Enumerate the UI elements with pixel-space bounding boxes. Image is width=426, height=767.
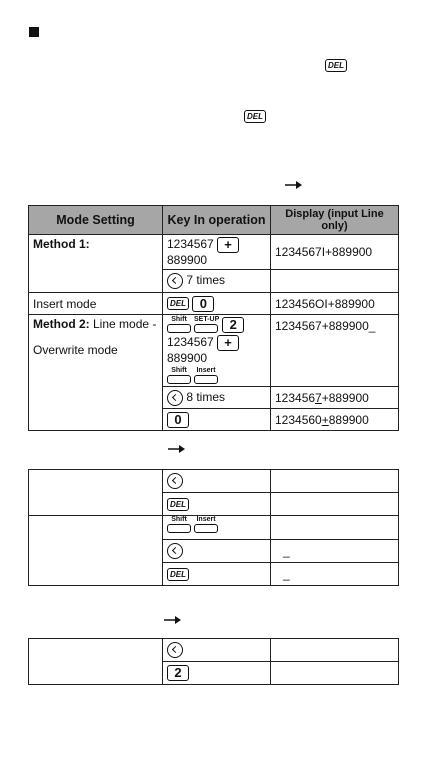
method2-label: Method 2: [33,317,90,331]
left-arrow-key-icon [167,642,183,658]
shift-key-icon [167,316,191,333]
method1-label: Method 1: [33,237,90,251]
shift-label: Shift [171,367,187,374]
display-cell: 123456OI+889900 [271,293,399,315]
display-cursor-char: + [321,412,329,427]
label-cell [29,639,163,685]
key-cell [163,387,271,409]
times-text: 7 times [186,273,226,288]
zero-key-icon: 0 [192,296,214,312]
two-key-icon: 2 [167,665,189,681]
shift-key-icon [167,516,191,533]
key-cell [163,235,271,270]
display-cell: _ [271,563,399,586]
del-key-icon: DEL [244,110,266,123]
shift-key-icon [167,367,191,384]
display-part: 889900 [328,412,369,427]
example-table-2 [28,469,399,586]
mode-setting-table [28,205,399,431]
key-cell [163,293,271,315]
display-part: +889900 [321,390,369,405]
insert-label: Insert [196,367,216,374]
display-cell [271,470,399,493]
header-mode-setting: Mode Setting [29,206,163,235]
del-key-icon: DEL [167,568,189,581]
header-display: Display (input Line only) [271,206,399,235]
display-part: 123456 [275,390,316,405]
left-arrow-key-icon [167,473,183,489]
insert-mode-cell: Insert mode [29,293,163,315]
number-text: 1234567 [167,237,214,252]
key-cell [163,270,271,293]
times-text: 8 times [186,389,226,404]
label-cell [29,470,163,516]
display-cell [271,387,399,409]
shift-label: Shift [171,516,187,523]
display-part: 1234560 [275,412,322,427]
plus-key-icon: + [217,335,239,351]
display-cursor-char: 7 [315,390,322,405]
number-text: 1234567 [167,335,214,350]
display-cell [271,662,399,685]
number-text: 889900 [167,351,208,365]
example-table-3 [28,638,399,685]
del-key-icon: DEL [167,498,189,511]
display-cell [271,409,399,431]
left-arrow-key-icon [167,543,183,559]
key-cell [163,493,271,516]
insert-key-icon [194,367,218,384]
overwrite-mode-text: Overwrite mode [33,343,118,357]
header-key-in: Key In operation [163,206,271,235]
right-arrow-icon [285,180,302,190]
del-key-icon: DEL [325,59,347,72]
key-cell [163,540,271,563]
shift-label: Shift [171,316,187,323]
two-key-icon: 2 [222,317,244,333]
label-cell [29,516,163,586]
left-arrow-key-icon [167,390,183,406]
setup-label: SET-UP [194,316,220,323]
method2-suffix: Line mode - [89,317,157,331]
key-cell [163,315,271,387]
key-cell [163,409,271,431]
display-cell [271,516,399,540]
method2-cell [29,315,163,431]
method1-cell [29,235,163,293]
number-text: 889900 [167,253,208,267]
del-key-icon: DEL [167,297,189,310]
key-cell [163,470,271,493]
key-cell [163,563,271,586]
left-arrow-key-icon [167,273,183,289]
right-arrow-icon [164,615,181,625]
display-cell: 1234567I+889900 [271,235,399,270]
insert-label: Insert [196,516,216,523]
key-cell [163,639,271,662]
key-cell [163,662,271,685]
display-cell: 1234567+889900_ [271,315,399,387]
display-cell [271,493,399,516]
display-cell: _ [271,540,399,563]
zero-key-icon: 0 [167,412,189,428]
key-cell [163,516,271,540]
setup-key-icon [194,316,219,333]
right-arrow-icon [168,444,185,454]
plus-key-icon: + [217,237,239,253]
bullet-square [29,27,39,37]
display-cell-empty [271,270,399,293]
display-cell [271,639,399,662]
insert-key-icon [194,516,218,533]
